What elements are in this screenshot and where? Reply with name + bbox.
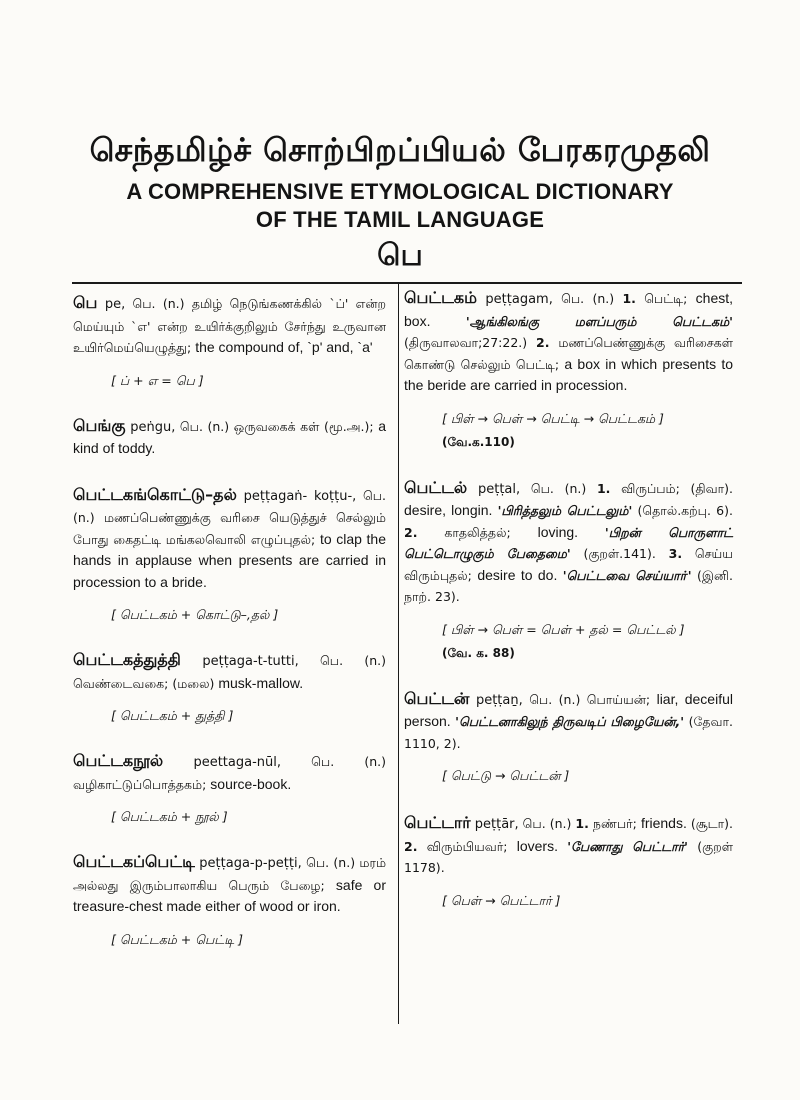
transliteration: peṭṭaṉ, — [469, 692, 523, 708]
part-of-speech: பெ. (n.) — [552, 291, 623, 306]
english-gloss: loving. — [537, 523, 605, 540]
entry-text — [404, 287, 733, 397]
sense-number: 1. — [575, 816, 589, 831]
headword: பெட்டகப்பெட்டி — [73, 852, 195, 871]
definition: மரம் அல்லது இரும்பாலாகிய பெரும் பேழை; — [73, 855, 386, 893]
headword: பெட்டன் — [404, 688, 470, 708]
title-english-line-1: A COMPREHENSIVE ETYMOLOGICAL DICTIONARY — [126, 179, 674, 204]
transliteration: peṭṭal, — [467, 481, 521, 497]
sense-number: 3. — [668, 546, 683, 561]
entry-text — [404, 688, 733, 755]
etymology: [ பெட்டகம் + துத்தி ] — [111, 708, 234, 723]
part-of-speech: பெ. (n.) — [175, 418, 234, 434]
etymology: [ பிள் → பெள் → பெட்டி → பெட்டகம் ] — [442, 410, 664, 426]
entry-pettagankottu — [73, 484, 386, 626]
definition: பொய்யன்; — [586, 691, 657, 707]
quotation: 'பெட்டவை செய்யாா்' — [562, 567, 692, 583]
headword: பெட்டகங்கொட்டு–தல் — [73, 484, 237, 504]
right-column — [404, 287, 733, 911]
part-of-speech: பெ. (n.) — [73, 487, 386, 525]
entry-text — [404, 812, 733, 879]
headword: பெங்கு — [73, 415, 126, 435]
transliteration: peṭṭaga-p-peṭṭi, — [194, 856, 302, 871]
english-gloss: the compound of, `p' and, `a' — [195, 339, 373, 355]
entry-text — [73, 292, 386, 359]
entry-text — [73, 851, 386, 918]
sense-number: 1. — [596, 480, 611, 496]
definition: வழிகாட்டுப்பொத்தகம்; — [73, 776, 211, 792]
part-of-speech: பெ. (n.) — [301, 855, 360, 870]
transliteration: peettaga-nūl, — [163, 755, 282, 770]
entry-pettan — [404, 688, 733, 787]
transliteration: peṭṭagam, — [476, 292, 553, 307]
english-gloss: a kind of toddy. — [73, 417, 386, 456]
definition: விருப்பம்; (திவா). — [610, 480, 733, 496]
english-gloss: a box in which presents to the beride are carried in procession. — [404, 355, 733, 393]
citation: (தேவா. 1110, 2). — [404, 714, 733, 751]
citation: (குறள்.141). — [570, 546, 669, 561]
left-column — [73, 287, 386, 950]
definition: நண்பர்; — [588, 816, 641, 831]
headword: பெ — [73, 293, 98, 312]
headword: பெட்டகநூல் — [73, 751, 164, 770]
headword: பெட்டல் — [404, 477, 468, 497]
quotation: 'பேணாது பெட்டார்' — [567, 838, 688, 854]
definition: ஒருவகைக் கள் (மூ.அ.); — [233, 418, 379, 434]
transliteration: peṭṭār, — [470, 817, 519, 832]
entry-pe — [73, 292, 386, 391]
entry-pettal — [404, 477, 733, 662]
quotation: 'பிரித்தலும் பெட்டலும்' — [497, 503, 633, 518]
transliteration: pe, — [97, 297, 126, 312]
definition: தமிழ் நெடுங்கணக்கில் `ப்' என்ற மெய்யும் `எ' என்ற உயிர்க்குறிலும் சேர்ந்து உருவான உயிர்மெய்யெழுத்து; — [73, 296, 386, 355]
part-of-speech: பெ. (n.) — [522, 691, 587, 707]
sense-number: 1. — [622, 291, 636, 306]
part-of-speech: பெ. (n.) — [281, 754, 386, 769]
entry-pettagam — [404, 287, 733, 451]
definition: செய்ய விரும்புதல்; — [404, 546, 733, 583]
etymology: [ பிள் → பெள் = பெள் + தல் = பெட்டல் ] — [442, 621, 685, 637]
definition: விரும்பியவர்; — [417, 838, 517, 854]
definition: காதலித்தல்; — [417, 524, 538, 540]
source-reference: (வே. க. 88) — [442, 645, 515, 660]
definition: மணப்பெண்ணுக்கு வரிசைகள் கொண்டு செல்லும் பெட்டி; — [404, 335, 733, 372]
english-gloss: liar, deceiful person. — [404, 690, 733, 729]
entry-text — [73, 649, 386, 694]
english-gloss: desire to do. — [477, 566, 563, 583]
entry-pettagappetti — [73, 851, 386, 950]
english-gloss: musk-mallow. — [218, 674, 304, 691]
quotation: 'பெட்டனாகிலுந் திருவடிப் பிழையேன்,' — [455, 714, 685, 729]
headword: பெட்டகம் — [404, 288, 477, 307]
part-of-speech: பெ. (n.) — [518, 816, 576, 831]
entry-pettagatthutti — [73, 649, 386, 726]
part-of-speech: பெ. (n.) — [298, 653, 386, 668]
title-tamil: செந்தமிழ்ச் சொற்பிறப்பியல் பேரகரமுதலி — [89, 131, 711, 169]
title-english-line-2: OF THE TAMIL LANGUAGE — [255, 207, 545, 232]
headword: பெட்டகத்துத்தி — [73, 650, 181, 669]
column-divider — [398, 284, 399, 1024]
transliteration: peṭṭaga-t-tutti, — [180, 654, 299, 669]
citation: (சூடா). — [690, 816, 733, 831]
english-gloss: source-book. — [210, 775, 292, 792]
definition: பெட்டி; — [635, 291, 696, 306]
header-rule — [72, 282, 742, 284]
english-gloss: desire, longin. — [404, 502, 498, 518]
etymology: [ பெட்டகம் + பெட்டி ] — [111, 931, 244, 947]
etymology: [ ப் + எ = பெ ] — [111, 372, 204, 388]
entry-text — [73, 750, 386, 795]
etymology: [ பெள் → பெட்டார் ] — [442, 892, 561, 908]
citation: (இனி. நாற். 23). — [404, 567, 733, 604]
entry-text — [73, 415, 386, 460]
entry-text — [73, 484, 386, 594]
etymology: [ பெட்டு → பெட்டன் ] — [442, 768, 570, 783]
transliteration: peṭṭagaṅ- koṭṭu-, — [236, 488, 357, 504]
english-gloss: chest, box. — [404, 290, 734, 329]
citation: (தொல்.கற்பு. 6). — [632, 503, 733, 518]
section-letter: பெ — [377, 238, 423, 273]
source-reference: (வே.க.110) — [442, 434, 515, 449]
sense-number: 2. — [404, 838, 418, 854]
sense-number: 2. — [404, 524, 418, 540]
part-of-speech: பெ. (n.) — [125, 296, 192, 311]
etymology: [ பெட்டகம் + நூல் ] — [111, 809, 228, 824]
citation: (திருவாலவா;27:22.) — [404, 335, 537, 350]
definition: மணப்பெண்ணுக்கு வரிசை யெடுத்துச் செல்லும் போது கைதட்டி மங்கலவொலி எழுப்புதல்; — [73, 510, 386, 547]
entry-text — [404, 477, 733, 608]
entry-pengu — [73, 415, 386, 460]
english-gloss: friends. — [640, 815, 691, 831]
definition: வெண்டைவகை; (மலை) — [73, 675, 219, 691]
entry-pettaganul — [73, 750, 386, 827]
entry-pettar — [404, 812, 733, 911]
page-header — [0, 128, 800, 276]
english-gloss: lovers. — [516, 837, 568, 854]
part-of-speech: பெ. (n.) — [520, 480, 597, 496]
english-gloss: safe or treasure-chest made either of wood or iron. — [73, 876, 386, 914]
etymology: [ பெட்டகம் + கொட்டு–,தல் ] — [111, 607, 279, 622]
sense-number: 2. — [536, 335, 550, 350]
transliteration: peṅgu, — [125, 419, 176, 435]
quotation: 'பிறன் பொருளாட் பெட்டொழுகும் பேதைமை' — [404, 524, 733, 561]
quotation: 'ஆங்கிலங்கு மளப்பரும் பெட்டகம்' — [465, 313, 733, 329]
headword: பெட்டார் — [404, 813, 471, 832]
english-gloss: to clap the hands in applause when presents are carried in procession to a bride. — [73, 530, 386, 590]
citation: (குறள் 1178). — [404, 838, 733, 875]
